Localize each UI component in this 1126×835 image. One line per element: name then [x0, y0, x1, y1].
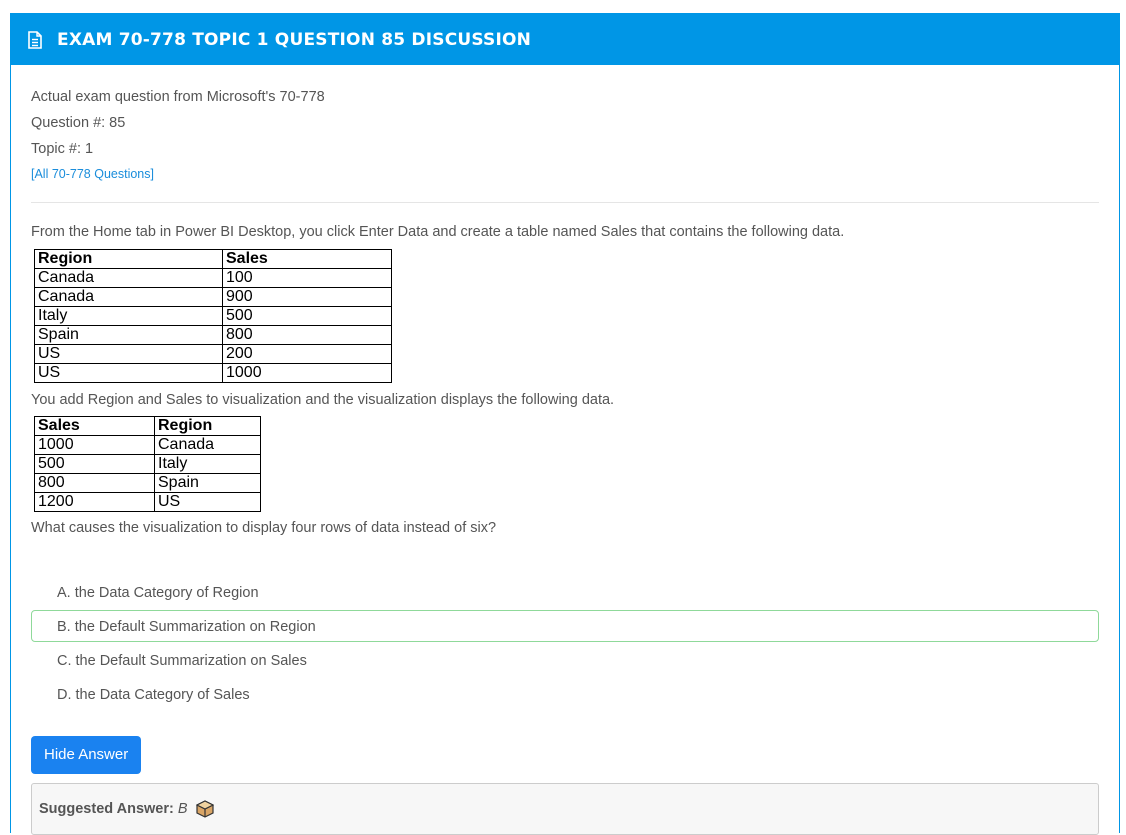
table-row — [35, 436, 261, 455]
table-cell: Canada — [35, 269, 223, 288]
table-row — [35, 493, 261, 512]
table-row — [35, 364, 392, 383]
table-cell: 900 — [223, 288, 392, 307]
table-header: Sales — [223, 250, 392, 269]
question-number: Question #: 85 — [31, 115, 126, 131]
question-middle: You add Region and Sales to visualization and the visualization displays the following data. — [31, 392, 615, 408]
choice-b[interactable]: B. the Default Summarization on Region — [31, 610, 1099, 642]
table-cell: Canada — [155, 436, 261, 455]
hide-answer-button[interactable]: Hide Answer — [31, 736, 141, 774]
suggested-answer-label: Suggested Answer: — [39, 801, 174, 817]
table-row — [35, 345, 392, 364]
table-header: Region — [155, 417, 261, 436]
question-intro: From the Home tab in Power BI Desktop, you click Enter Data and create a table named Sales that contains the following data. — [31, 224, 845, 240]
table-cell: Spain — [155, 474, 261, 493]
table-row — [35, 455, 261, 474]
choice-a[interactable]: A. the Data Category of Region — [57, 585, 259, 601]
table-cell: US — [35, 364, 223, 383]
visualization-data-table — [34, 416, 261, 512]
table-cell: Spain — [35, 326, 223, 345]
table-cell: 200 — [223, 345, 392, 364]
table-row — [35, 288, 392, 307]
table-cell: 500 — [223, 307, 392, 326]
choice-d[interactable]: D. the Data Category of Sales — [57, 687, 250, 703]
table-row — [35, 307, 392, 326]
table-cell: US — [35, 345, 223, 364]
divider — [31, 202, 1099, 203]
table-cell: 800 — [223, 326, 392, 345]
page-title: EXAM 70-778 TOPIC 1 QUESTION 85 DISCUSSION — [57, 29, 532, 50]
table-row — [35, 326, 392, 345]
table-cell: Canada — [35, 288, 223, 307]
discussion-card — [10, 13, 1120, 833]
table-header: Sales — [35, 417, 155, 436]
answer-choices — [31, 576, 1099, 710]
table-row — [35, 474, 261, 493]
table-cell: 1000 — [223, 364, 392, 383]
table-cell: 500 — [35, 455, 155, 474]
table-header: Region — [35, 250, 223, 269]
table-cell: 1000 — [35, 436, 155, 455]
all-questions-link[interactable]: [All 70-778 Questions] — [31, 167, 154, 181]
table-cell: Italy — [35, 307, 223, 326]
table-cell: 1200 — [35, 493, 155, 512]
exam-source: Actual exam question from Microsoft's 70-778 — [31, 89, 325, 105]
box-icon[interactable] — [196, 800, 214, 818]
document-icon — [27, 31, 43, 49]
table-cell: 100 — [223, 269, 392, 288]
table-cell: US — [155, 493, 261, 512]
table-row — [35, 269, 392, 288]
choice-c[interactable]: C. the Default Summarization on Sales — [57, 653, 307, 669]
table-cell: 800 — [35, 474, 155, 493]
card-header — [11, 14, 1119, 65]
table-cell: Italy — [155, 455, 261, 474]
suggested-answer-box — [31, 783, 1099, 835]
card-body — [11, 65, 1119, 835]
suggested-answer-value: B — [177, 801, 188, 817]
question-prompt: What causes the visualization to display four rows of data instead of six? — [31, 520, 497, 536]
sales-data-table — [34, 249, 392, 383]
topic-number: Topic #: 1 — [31, 141, 94, 157]
